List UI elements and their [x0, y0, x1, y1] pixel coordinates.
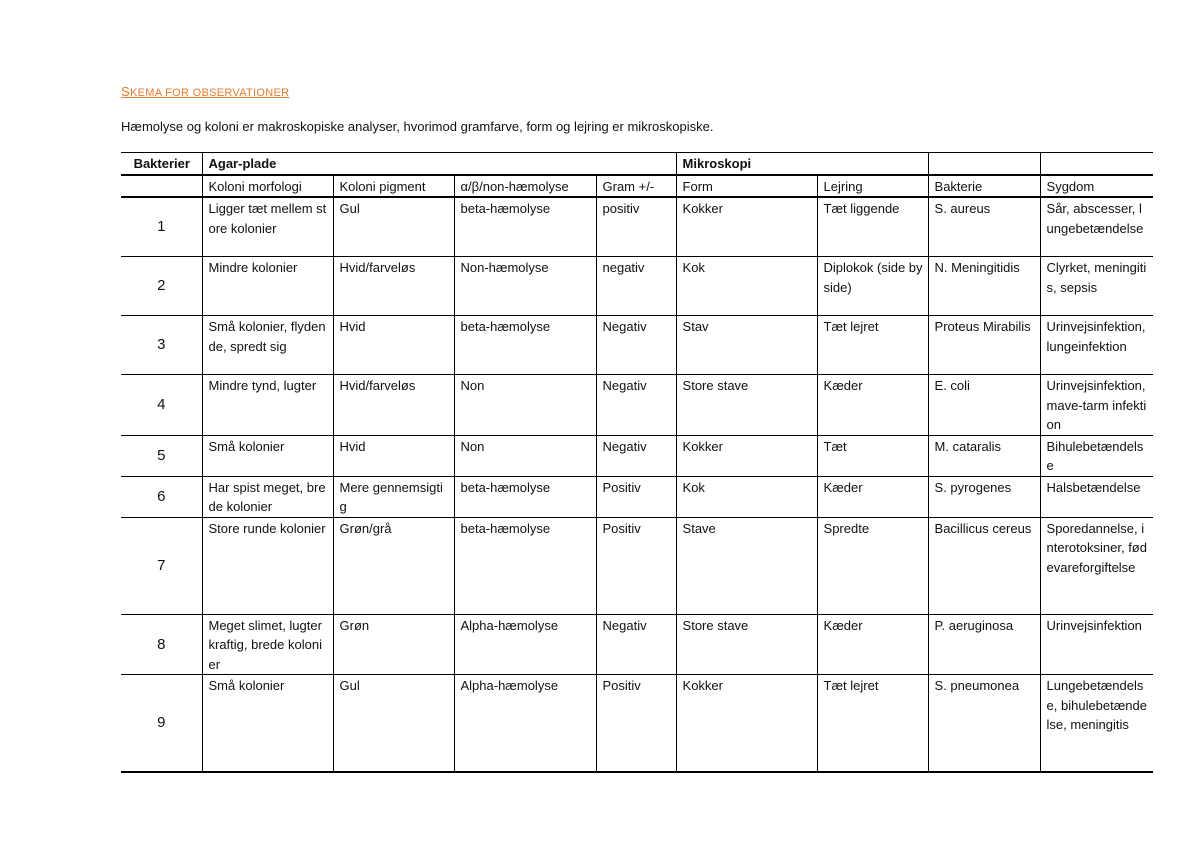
column-header: Sygdom [1040, 175, 1153, 198]
observation-table [121, 152, 1153, 773]
cell-morfologi: Ligger tæt mellem store kolonier [202, 197, 333, 257]
table-row [121, 614, 1153, 675]
cell-form: Kokker [676, 197, 817, 257]
cell-morfologi: Små kolonier [202, 435, 333, 476]
mikroskopi-header: Mikroskopi [676, 153, 928, 175]
cell-form: Kok [676, 257, 817, 316]
cell-morfologi: Meget slimet, lugter kraftig, brede kolonier [202, 614, 333, 675]
row-number: 4 [121, 375, 202, 436]
cell-pigment: Mere gennemsigtig [333, 476, 454, 517]
cell-lejring: Spredte [817, 517, 928, 614]
cell-sygdom: Urinvejsinfektion, lungeinfektion [1040, 316, 1153, 375]
cell-sygdom: Halsbetændelse [1040, 476, 1153, 517]
cell-bakterie: S. aureus [928, 197, 1040, 257]
cell-bakterie: Proteus Mirabilis [928, 316, 1040, 375]
cell-form: Stav [676, 316, 817, 375]
cell-pigment: Hvid [333, 435, 454, 476]
column-header: Bakterie [928, 175, 1040, 198]
table-row [121, 257, 1153, 316]
cell-morfologi: Mindre tynd, lugter [202, 375, 333, 436]
cell-haemolyse: beta-hæmolyse [454, 517, 596, 614]
cell-sygdom: Bihulebetændelse [1040, 435, 1153, 476]
blank-header-2 [1040, 153, 1153, 175]
cell-sygdom: Urinvejsinfektion [1040, 614, 1153, 675]
cell-pigment: Hvid/farveløs [333, 257, 454, 316]
cell-sygdom: Lungebetændelse, bihulebetændelse, meningitis [1040, 675, 1153, 773]
column-header: Koloni pigment [333, 175, 454, 198]
cell-haemolyse: beta-hæmolyse [454, 197, 596, 257]
cell-gram: Negativ [596, 316, 676, 375]
number-column-header [121, 175, 202, 198]
row-number: 3 [121, 316, 202, 375]
cell-sygdom: Sporedannelse, interotoksiner, fødevareforgiftelse [1040, 517, 1153, 614]
heading-rest: KEMA FOR OBSERVATIONER [129, 87, 290, 99]
cell-pigment: Hvid [333, 316, 454, 375]
cell-gram: Negativ [596, 435, 676, 476]
cell-gram: Negativ [596, 614, 676, 675]
cell-lejring: Kæder [817, 614, 928, 675]
cell-morfologi: Små kolonier, flydende, spredt sig [202, 316, 333, 375]
cell-haemolyse: beta-hæmolyse [454, 316, 596, 375]
column-header: Lejring [817, 175, 928, 198]
cell-gram: Positiv [596, 517, 676, 614]
table-row [121, 517, 1153, 614]
agar-plade-header: Agar-plade [202, 153, 676, 175]
column-header: α/β/non-hæmolyse [454, 175, 596, 198]
row-number: 2 [121, 257, 202, 316]
row-number: 9 [121, 675, 202, 773]
document-heading [121, 84, 289, 99]
column-header: Gram +/- [596, 175, 676, 198]
cell-pigment: Gul [333, 197, 454, 257]
table-row [121, 476, 1153, 517]
cell-lejring: Tæt liggende [817, 197, 928, 257]
cell-haemolyse: Non [454, 435, 596, 476]
cell-gram: negativ [596, 257, 676, 316]
cell-haemolyse: Non-hæmolyse [454, 257, 596, 316]
table-row [121, 316, 1153, 375]
cell-haemolyse: Alpha-hæmolyse [454, 614, 596, 675]
cell-lejring: Diplokok (side by side) [817, 257, 928, 316]
table-row [121, 197, 1153, 257]
cell-sygdom: Urinvejsinfektion, mave-tarm infektion [1040, 375, 1153, 436]
column-header: Form [676, 175, 817, 198]
row-number: 7 [121, 517, 202, 614]
cell-bakterie: M. cataralis [928, 435, 1040, 476]
cell-morfologi: Små kolonier [202, 675, 333, 773]
cell-form: Kok [676, 476, 817, 517]
column-header-row [121, 175, 1153, 198]
cell-lejring: Kæder [817, 375, 928, 436]
cell-gram: positiv [596, 197, 676, 257]
cell-pigment: Gul [333, 675, 454, 773]
cell-pigment: Hvid/farveløs [333, 375, 454, 436]
cell-form: Stave [676, 517, 817, 614]
cell-bakterie: N. Meningitidis [928, 257, 1040, 316]
cell-gram: Negativ [596, 375, 676, 436]
row-number: 6 [121, 476, 202, 517]
cell-gram: Positiv [596, 675, 676, 773]
intro-paragraph: Hæmolyse og koloni er makroskopiske analyser, hvorimod gramfarve, form og lejring er mikroskopiske. [121, 119, 714, 134]
cell-morfologi: Har spist meget, brede kolonier [202, 476, 333, 517]
table-row [121, 435, 1153, 476]
row-number: 5 [121, 435, 202, 476]
cell-sygdom: Clyrket, meningitis, sepsis [1040, 257, 1153, 316]
row-number: 1 [121, 197, 202, 257]
cell-morfologi: Mindre kolonier [202, 257, 333, 316]
blank-header-1 [928, 153, 1040, 175]
cell-gram: Positiv [596, 476, 676, 517]
column-header: Koloni morfologi [202, 175, 333, 198]
cell-haemolyse: Non [454, 375, 596, 436]
bakterier-header: Bakterier [121, 153, 202, 175]
cell-lejring: Kæder [817, 476, 928, 517]
cell-bakterie: S. pyrogenes [928, 476, 1040, 517]
table-row [121, 375, 1153, 436]
cell-morfologi: Store runde kolonier [202, 517, 333, 614]
cell-haemolyse: beta-hæmolyse [454, 476, 596, 517]
cell-bakterie: E. coli [928, 375, 1040, 436]
cell-haemolyse: Alpha-hæmolyse [454, 675, 596, 773]
cell-form: Store stave [676, 375, 817, 436]
cell-bakterie: Bacillicus cereus [928, 517, 1040, 614]
cell-bakterie: P. aeruginosa [928, 614, 1040, 675]
table-row [121, 675, 1153, 773]
group-header-row [121, 153, 1153, 175]
cell-sygdom: Sår, abscesser, lungebetændelse [1040, 197, 1153, 257]
row-number: 8 [121, 614, 202, 675]
cell-lejring: Tæt lejret [817, 675, 928, 773]
cell-lejring: Tæt lejret [817, 316, 928, 375]
cell-form: Store stave [676, 614, 817, 675]
cell-form: Kokker [676, 675, 817, 773]
cell-pigment: Grøn [333, 614, 454, 675]
cell-bakterie: S. pneumonea [928, 675, 1040, 773]
cell-lejring: Tæt [817, 435, 928, 476]
cell-form: Kokker [676, 435, 817, 476]
cell-pigment: Grøn/grå [333, 517, 454, 614]
heading-initial: S [121, 84, 130, 99]
